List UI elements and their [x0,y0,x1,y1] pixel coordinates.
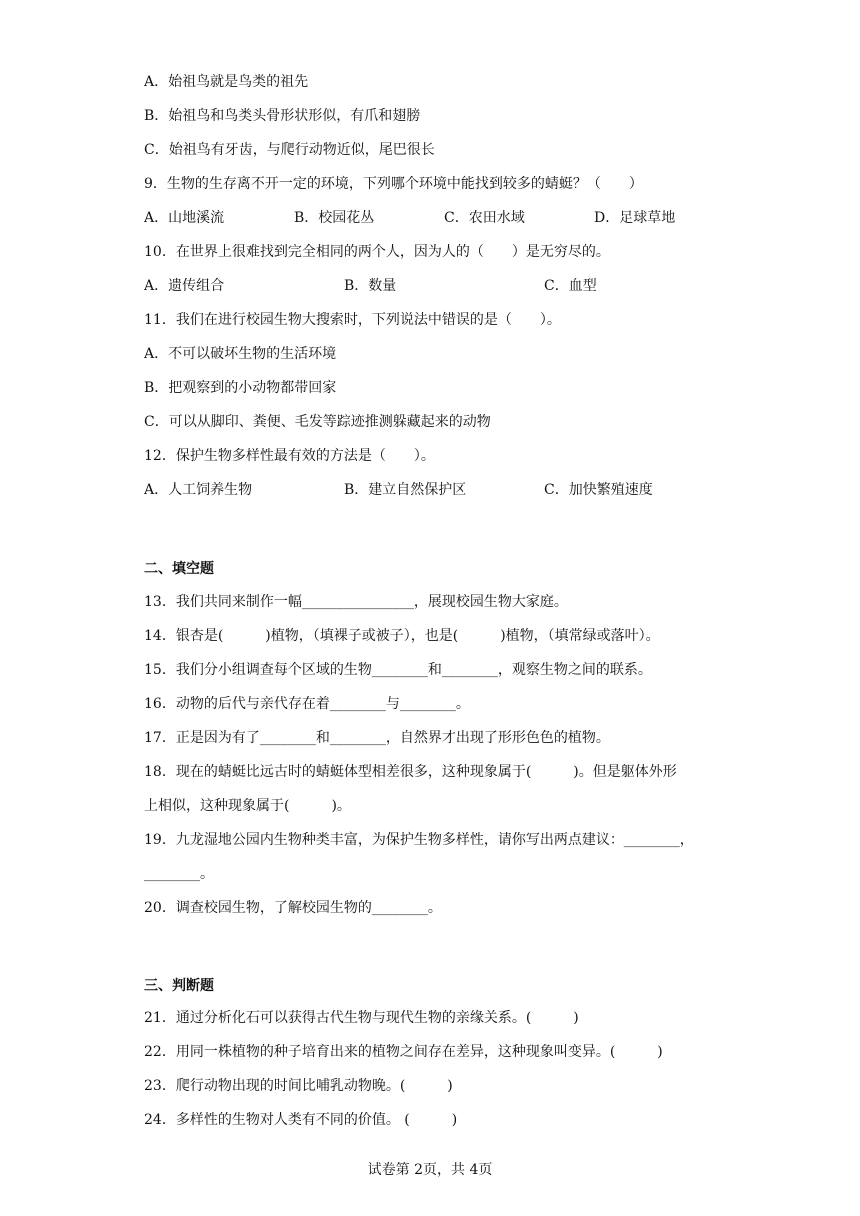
q8-option-c: C．始祖鸟有牙齿，与爬行动物近似，尾巴很长 [144,142,435,158]
q17-text: 17．正是因为有了________和________，自然界才出现了形形色色的植物。 [144,730,610,746]
q11-option-c: C．可以从脚印、粪便、毛发等踪迹推测躲藏起来的动物 [144,414,491,430]
q12-option-b: B．建立自然保护区 [344,482,467,498]
q21-text: 21．通过分析化石可以获得古代生物与现代生物的亲缘关系。( ) [144,1010,579,1026]
q16-text: 16．动物的后代与亲代存在着________与________。 [144,696,470,712]
q12-option-a: A．人工饲养生物 [144,482,253,498]
q19-text-continued: ________。 [144,866,214,882]
q9-option-d: D．足球草地 [594,210,676,226]
section-judgement-heading: 三、判断题 [144,978,214,994]
page-footer: 试卷第 2页，共 4页 [367,1162,493,1178]
q11-text: 11．我们在进行校园生物大搜索时，下列说法中错误的是（ ）。 [144,312,561,328]
section-fill-in-heading: 二、填空题 [144,561,214,577]
q15-text: 15．我们分小组调查每个区域的生物________和________，观察生物之间的联系。 [144,662,652,678]
q14-text: 14．银杏是( )植物，（填裸子或被子），也是( )植物，（填常绿或落叶）。 [144,628,660,644]
q11-option-a: A．不可以破坏生物的生活环境 [144,346,337,362]
q8-option-a: A．始祖鸟就是鸟类的祖先 [144,74,309,90]
q24-text: 24．多样性的生物对人类有不同的价值。 ( ) [144,1112,458,1128]
q10-option-c: C．血型 [544,278,597,294]
q11-option-b: B．把观察到的小动物都带回家 [144,380,337,396]
q23-text: 23．爬行动物出现的时间比哺乳动物晚。( ) [144,1078,453,1094]
q18-text: 18．现在的蜻蜓比远古时的蜻蜓体型相差很多，这种现象属于( )。但是躯体外形 [144,764,677,780]
q12-option-c: C．加快繁殖速度 [544,482,653,498]
q9-option-c: C．农田水域 [444,210,525,226]
q18-text-continued: 上相似，这种现象属于( )。 [144,798,351,814]
q9-option-a: A．山地溪流 [144,210,225,226]
q22-text: 22．用同一株植物的种子培育出来的植物之间存在差异，这种现象叫变异。( ) [144,1044,663,1060]
q19-text: 19．九龙湿地公园内生物种类丰富，为保护生物多样性，请你写出两点建议：________， [144,832,694,848]
q13-text: 13．我们共同来制作一幅________________，展现校园生物大家庭。 [144,594,568,610]
q10-option-a: A．遗传组合 [144,278,225,294]
q10-text: 10．在世界上很难找到完全相同的两个人，因为人的（ ）是无穷尽的。 [144,244,610,260]
q9-option-b: B．校园花丛 [294,210,375,226]
q8-option-b: B．始祖鸟和鸟类头骨形状形似，有爪和翅膀 [144,108,421,124]
q12-text: 12．保护生物多样性最有效的方法是（ ）。 [144,448,435,464]
q20-text: 20．调查校园生物，了解校园生物的________。 [144,900,442,916]
q9-text: 9．生物的生存离不开一定的环境，下列哪个环境中能找到较多的蜻蜓？（ ） [144,176,643,192]
q10-option-b: B．数量 [344,278,397,294]
